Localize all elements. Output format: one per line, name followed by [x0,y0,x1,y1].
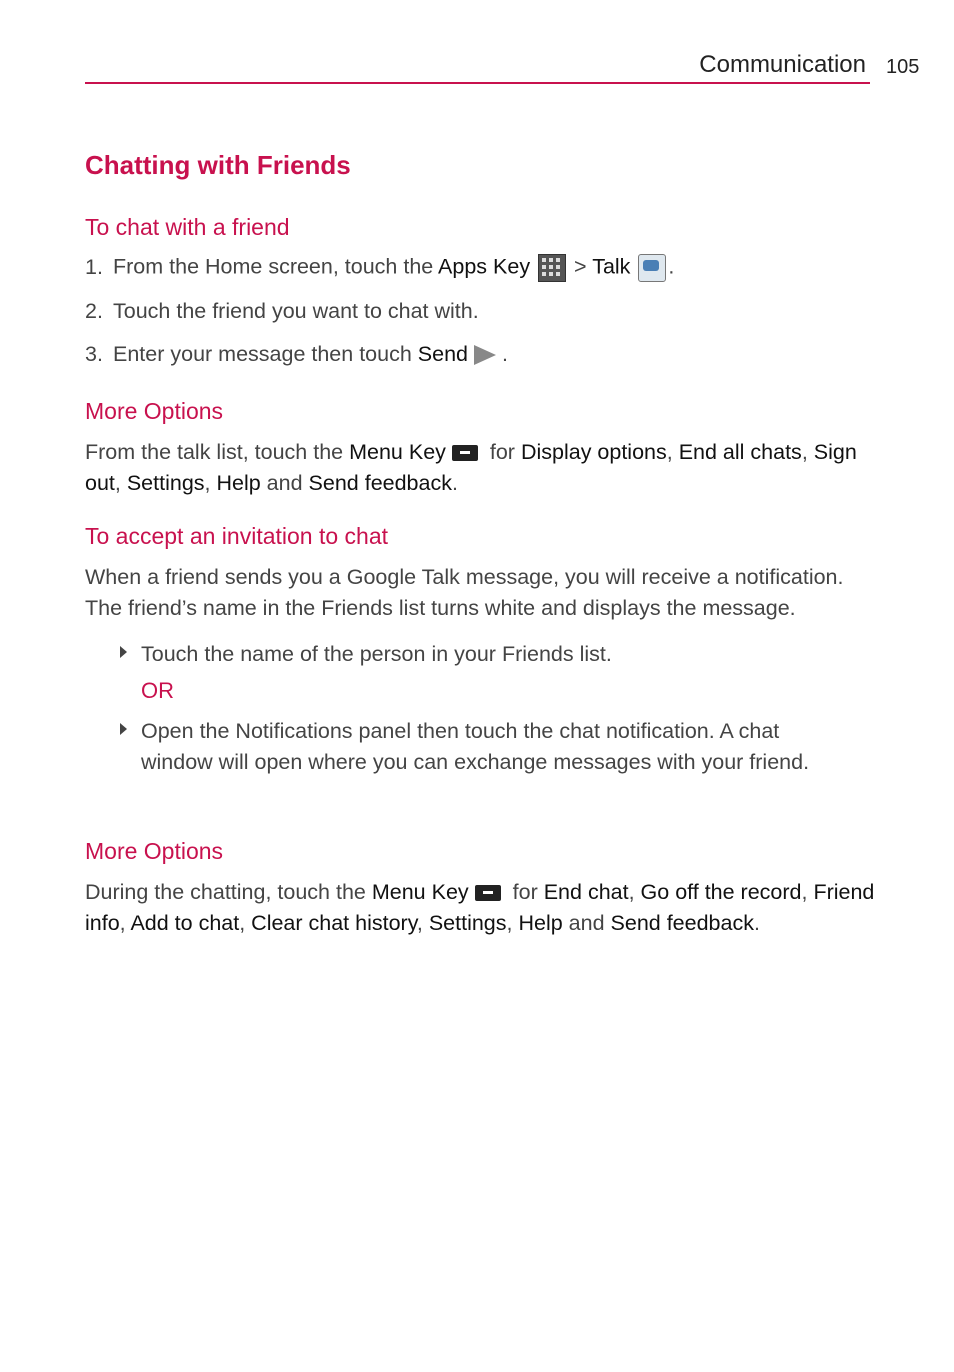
section-name: Communication [699,51,866,78]
step-3: 3. Enter your message then touch Send . [85,342,508,366]
menu-key-icon [475,885,501,901]
step-number: 2. [85,299,103,323]
more-options-paragraph-2: During the chatting, touch the Menu Key for End chat, Go off the record, Friend info, Add to chat, Clear chat history, Settings, Help and Send feedback. [85,880,875,935]
step-1: 1. From the Home screen, touch the Apps Key > Talk . [85,254,674,282]
send-arrow-icon [474,345,496,365]
invitation-paragraph: When a friend sends you a Google Talk message, you will receive a notification. The friend’s name in the Friends list turns white and displays the message. [85,565,844,620]
bullet-item-2: Open the Notifications panel then touch the chat notification. A chat window will open where you can exchange messages with your friend. [120,716,840,778]
heading-accept-invitation: To accept an invitation to chat [85,523,389,549]
page-title: Chatting with Friends [85,150,351,180]
bullet-triangle-icon [120,723,127,735]
step-number: 3. [85,342,103,366]
menu-key-icon [452,445,478,461]
step-number: 1. [85,254,103,279]
heading-more-options-1: More Options [85,398,224,424]
more-options-paragraph-1: From the talk list, touch the Menu Key for Display options, End all chats, Sign out, Settings, Help and Send feedback. [85,440,857,495]
or-label: OR [141,678,174,703]
heading-chat-with-friend: To chat with a friend [85,214,290,240]
heading-more-options-2: More Options [85,838,224,864]
step-2: 2. Touch the friend you want to chat with. [85,299,479,323]
talk-app-icon [638,254,666,282]
bullet-item-1: Touch the name of the person in your Friends list. [120,639,840,670]
page-header [85,48,870,84]
page-number: 105 [886,56,920,78]
apps-grid-icon [538,254,566,282]
bullet-triangle-icon [120,646,127,658]
